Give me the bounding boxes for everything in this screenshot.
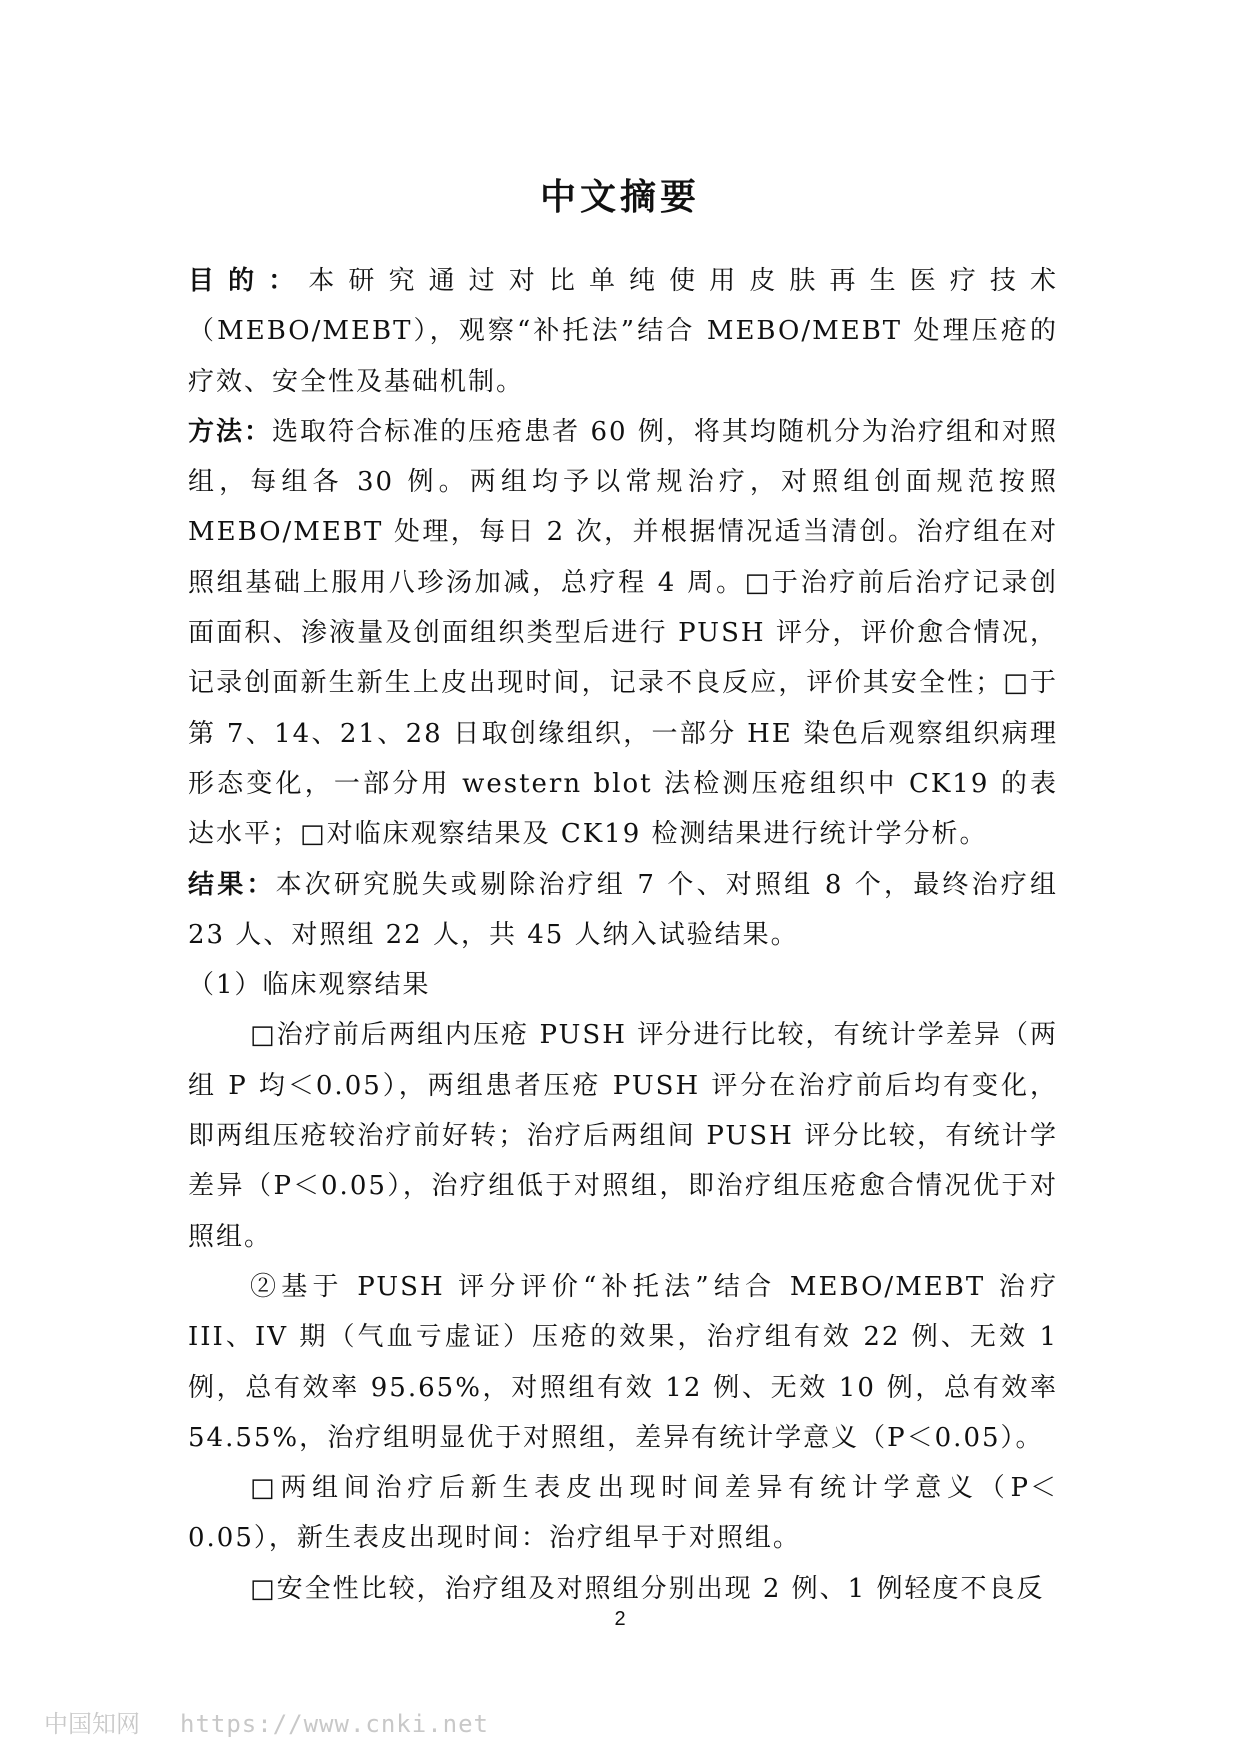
watermark-brand: 中国知网 (44, 1710, 140, 1738)
methods-paragraph (188, 407, 1058, 860)
methods-text: 选取符合标准的压疮患者 60 例，将其均随机分为治疗组和对照组，每组各 30 例。两组均予以常规治疗，对照组创面规范按照 MEBO/MEBT 处理，每日 2 次，并根据情况适当清创。治疗组在对照组基础上服用八珍汤加减，总疗程 4 周。□于治疗前后治疗记录创面面积、渗液量及创面组织类型后进行 PUSH 评分，评价愈合情况，记录创面新生新生上皮出现时间，记录不良反应，评价其安全性；□于第 7、14、21、28 日取创缘组织，一部分 HE 染色后观察组织病理形态变化，一部分用 western blot 法检测压疮组织中 CK19 的表达水平；□对临床观察结果及 CK19 检测结果进行统计学分析。 (188, 416, 1058, 850)
results-label: 结果： (188, 869, 276, 900)
finding-paragraph: □安全性比较，治疗组及对照组分别出现 2 例、1 例轻度不良反 (250, 1573, 1045, 1604)
abstract-body (188, 256, 1058, 1614)
finding-paragraph: □两组间治疗后新生表皮出现时间差异有统计学意义（P＜0.05），新生表皮出现时间：治疗组早于对照组。 (188, 1473, 1058, 1554)
objective-text: 本研究通过对比单纯使用皮肤再生医疗技术（MEBO/MEBT），观察“补托法”结合 MEBO/MEBT 处理压疮的疗效、安全性及基础机制。 (188, 266, 1058, 397)
watermark (44, 1704, 489, 1739)
finding-paragraph: ②基于 PUSH 评分评价“补托法”结合 MEBO/MEBT 治疗 III、IV 期（气血亏虚证）压疮的效果，治疗组有效 22 例、无效 1 例，总有效率 95.65%，对照组有效 12 例、无效 10 例，总有效率 54.55%，治疗组明显优于对照组，差异有统计学意义（P＜0.05）。 (188, 1271, 1058, 1453)
page-title: 中文摘要 (539, 177, 700, 218)
objective-paragraph (188, 256, 1058, 407)
subheading-clinical-results: （1）临床观察结果 (188, 970, 431, 1001)
methods-label: 方法： (188, 416, 273, 447)
page-number: 2 (614, 1608, 626, 1630)
objective-label: 目的： (188, 266, 309, 296)
results-text: 本次研究脱失或剔除治疗组 7 个、对照组 8 个，最终治疗组 23 人、对照组 22 人，共 45 人纳入试验结果。 (188, 869, 1058, 950)
watermark-url: https://www.cnki.net (180, 1710, 489, 1738)
results-paragraph (188, 860, 1058, 961)
finding-paragraph: □治疗前后两组内压疮 PUSH 评分进行比较，有统计学差异（两组 P 均＜0.05），两组患者压疮 PUSH 评分在治疗前后均有变化，即两组压疮较治疗前好转；治疗后两组间 PUSH 评分比较，有统计学差异（P＜0.05），治疗组低于对照组，即治疗组压疮愈合情况优于对照组。 (188, 1020, 1058, 1252)
